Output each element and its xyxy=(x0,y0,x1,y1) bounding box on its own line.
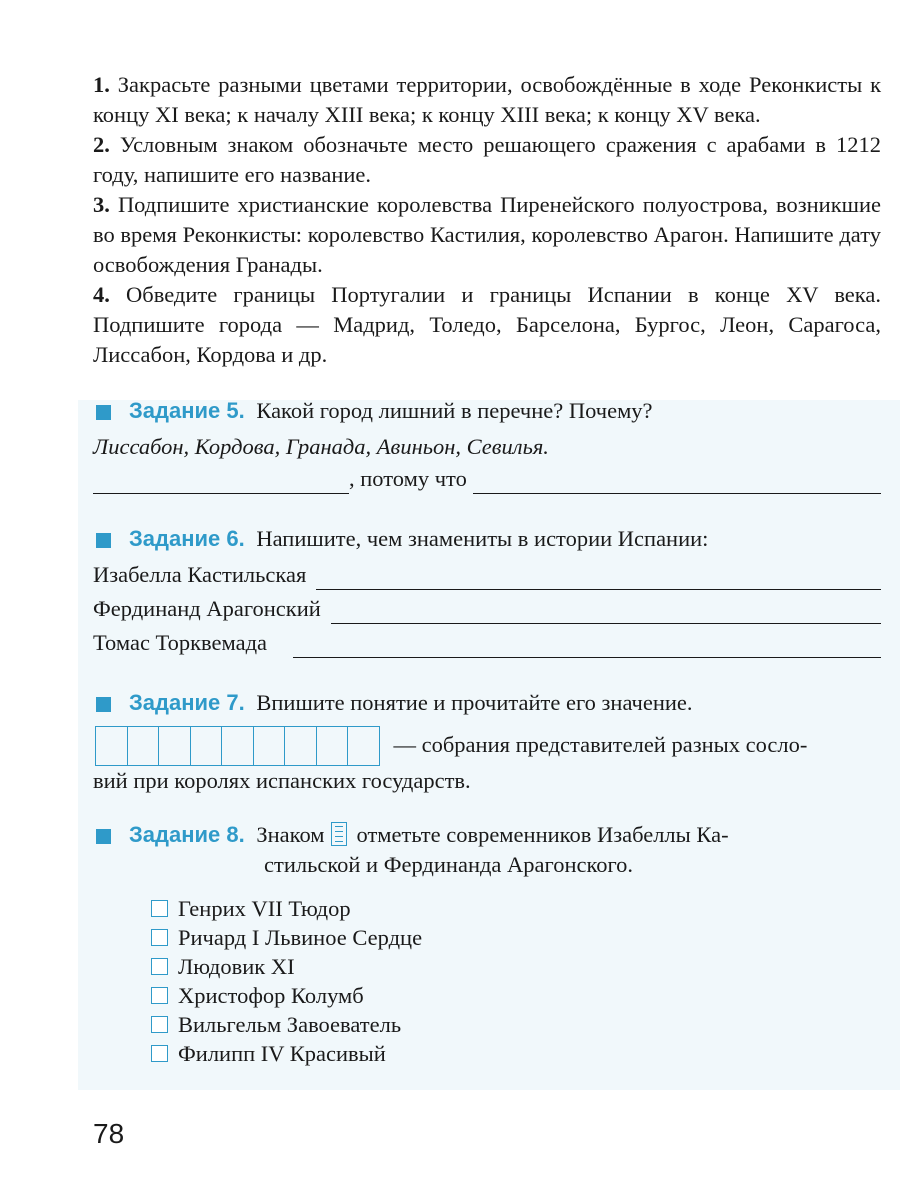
option-label: Ричард I Львиное Сердце xyxy=(178,925,423,950)
task-5-heading xyxy=(93,396,881,426)
instruction-1 xyxy=(93,70,881,130)
person-row xyxy=(93,560,881,590)
definition-text: — собрания представителей разных сосло- xyxy=(393,732,808,757)
letter-box[interactable] xyxy=(317,727,349,765)
letter-box[interactable] xyxy=(222,727,254,765)
contemporaries-list xyxy=(151,894,881,1068)
instruction-number: 2. xyxy=(93,132,110,157)
person-name: Изабелла Кастильская xyxy=(93,562,307,587)
person-name: Фердинанд Арагонский xyxy=(93,596,321,621)
list-item[interactable] xyxy=(151,1039,881,1068)
instruction-3 xyxy=(93,190,881,280)
list-item[interactable] xyxy=(151,981,881,1010)
task-question: Напишите, чем знамениты в истории Испании: xyxy=(256,526,709,551)
checkbox[interactable] xyxy=(151,958,168,975)
instruction-number: 4. xyxy=(93,282,110,307)
list-item[interactable] xyxy=(151,1010,881,1039)
checkbox[interactable] xyxy=(151,1045,168,1062)
list-item[interactable] xyxy=(151,952,881,981)
instruction-number: 1. xyxy=(93,72,110,97)
instruction-text: Обведите границы Португалии и границы Испании в конце XV века. Подпишите города — Мадрид, Толедо, Барселона, Бургос, Леон, Сарагоса, Лиссабон, Кордова и др. xyxy=(93,282,881,367)
option-label: Генрих VII Тюдор xyxy=(178,896,351,921)
letter-box[interactable] xyxy=(128,727,160,765)
city-list: Лиссабон, Кордова, Гранада, Авиньон, Севилья. xyxy=(93,434,549,459)
task-8-heading xyxy=(93,820,881,880)
square-bullet-icon xyxy=(96,405,111,420)
instruction-text: Подпишите христианские королевства Пиренейского полуострова, возникшие во время Реконкисты: королевство Кастилия, королевство Арагон. Напишите дату освобождения Гранады. xyxy=(93,192,882,277)
map-instructions xyxy=(93,70,881,370)
instruction-2 xyxy=(93,130,881,190)
task-6-heading xyxy=(93,524,881,554)
task-question-start: Знаком xyxy=(256,822,325,847)
answer-blank[interactable] xyxy=(473,471,881,494)
page-number: 78 xyxy=(93,1118,125,1149)
checkbox[interactable] xyxy=(151,1016,168,1033)
definition-continuation: вий при королях испанских государств. xyxy=(93,768,471,793)
option-label: Людовик XI xyxy=(178,954,295,979)
letter-box[interactable] xyxy=(285,727,317,765)
task-5-answer-row xyxy=(93,464,881,494)
instruction-text: Условным знаком обозначьте место решающего сражения с арабами в 1212 году, напишите его название. xyxy=(93,132,882,187)
checkbox[interactable] xyxy=(151,987,168,1004)
letter-box[interactable] xyxy=(348,727,379,765)
task-7-heading xyxy=(93,688,881,718)
because-text: , потому что xyxy=(349,466,467,491)
letter-boxes[interactable] xyxy=(95,726,380,766)
checkbox[interactable] xyxy=(151,900,168,917)
letter-box[interactable] xyxy=(254,727,286,765)
task-question: Какой город лишний в перечне? Почему? xyxy=(256,398,653,423)
page-content xyxy=(93,70,881,1068)
person-row xyxy=(93,628,881,658)
option-label: Филипп IV Красивый xyxy=(178,1041,386,1066)
square-bullet-icon xyxy=(96,697,111,712)
task-question-end: отметьте современников Изабеллы Ка- xyxy=(356,822,729,847)
instruction-4 xyxy=(93,280,881,370)
option-label: Вильгельм Завоеватель xyxy=(178,1012,402,1037)
term-row xyxy=(95,726,881,766)
task-question: Впишите понятие и прочитайте его значение. xyxy=(256,690,693,715)
answer-blank[interactable] xyxy=(293,635,881,658)
letter-box[interactable] xyxy=(96,727,128,765)
instruction-number: 3. xyxy=(93,192,110,217)
document-lines-icon xyxy=(331,822,347,846)
task-label: Задание 7. xyxy=(129,690,245,715)
answer-blank[interactable] xyxy=(331,601,881,624)
instruction-text: Закрасьте разными цветами территории, освобождённые в ходе Реконкисты к концу XI века; к началу XIII века; к концу XIII века; к концу XV века. xyxy=(93,72,881,127)
task-label: Задание 8. xyxy=(129,822,245,847)
task-question-continuation: стильской и Фердинанда Арагонского. xyxy=(264,852,634,877)
answer-blank[interactable] xyxy=(93,471,349,494)
checkbox[interactable] xyxy=(151,929,168,946)
task-label: Задание 6. xyxy=(129,526,245,551)
person-name: Томас Торквемада xyxy=(93,630,268,655)
square-bullet-icon xyxy=(96,829,111,844)
option-label: Христофор Колумб xyxy=(178,983,364,1008)
square-bullet-icon xyxy=(96,533,111,548)
letter-box[interactable] xyxy=(191,727,223,765)
answer-blank[interactable] xyxy=(316,567,881,590)
list-item[interactable] xyxy=(151,894,881,923)
list-item[interactable] xyxy=(151,923,881,952)
task-label: Задание 5. xyxy=(129,398,245,423)
person-row xyxy=(93,594,881,624)
letter-box[interactable] xyxy=(159,727,191,765)
